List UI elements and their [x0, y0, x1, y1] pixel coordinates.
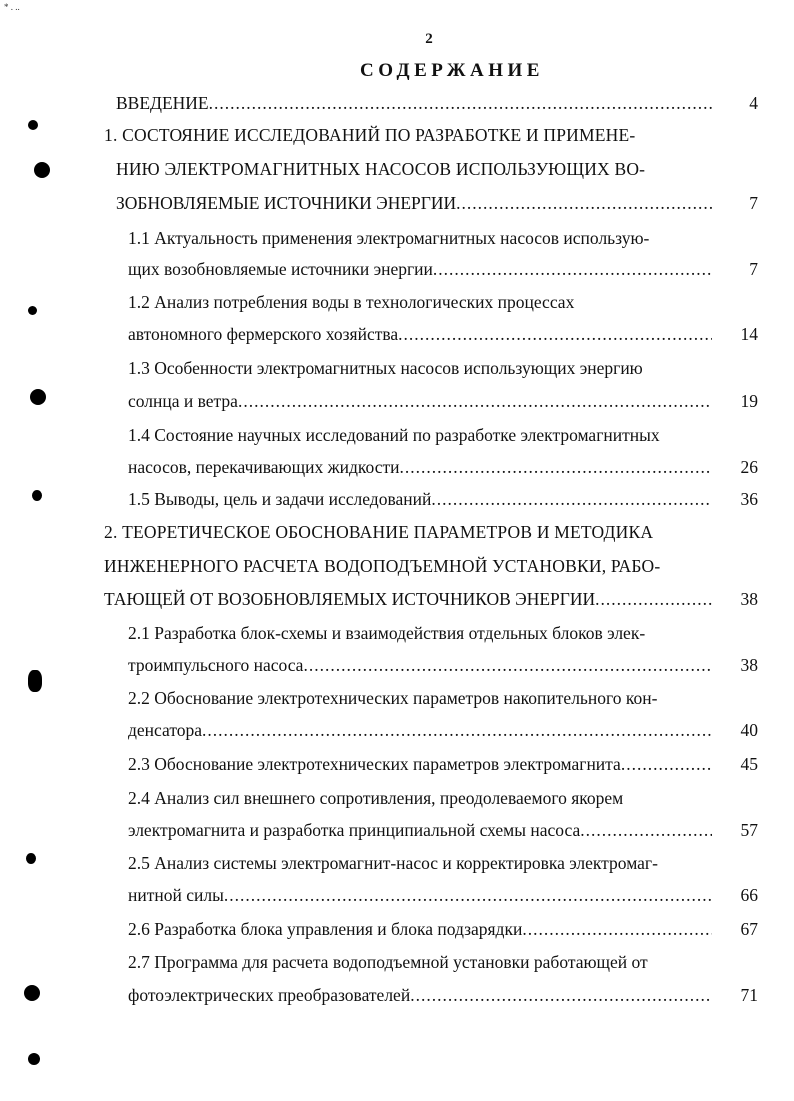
- toc-entry-text: солнца и ветра: [128, 391, 238, 411]
- toc-line: [128, 623, 645, 644]
- toc-line: [104, 589, 712, 610]
- toc-entry-text: 2.7 Программа для расчета водоподъемной установки работающей от: [128, 952, 648, 972]
- scan-hole-mark: [30, 389, 46, 405]
- toc-entry-text: фотоэлектрических преобразователей: [128, 985, 411, 1005]
- toc-line: [128, 688, 657, 709]
- toc-line: [128, 919, 712, 940]
- toc-line: [128, 655, 712, 676]
- toc-line: [128, 820, 712, 841]
- toc-entry-text: автономного фермерского хозяйства: [128, 324, 399, 344]
- toc-entry-text: 1.3 Особенности электромагнитных насосов использующих энергию: [128, 358, 643, 378]
- toc-line: [128, 358, 643, 379]
- toc-entry-text: троимпульсного насоса: [128, 655, 304, 675]
- scan-hole-mark: [28, 306, 37, 315]
- toc-entry-text: 2.3 Обоснование электротехнических параметров электромагнита: [128, 754, 621, 774]
- toc-entry-text: ТАЮЩЕЙ ОТ ВОЗОБНОВЛЯЕМЫХ ИСТОЧНИКОВ ЭНЕРГИИ: [104, 589, 596, 609]
- toc-entry-text: НИЮ ЭЛЕКТРОМАГНИТНЫХ НАСОСОВ ИСПОЛЬЗУЮЩИХ ВО-: [116, 159, 646, 179]
- toc-page-number: 40: [740, 720, 758, 740]
- page-number: 2: [425, 31, 433, 47]
- toc-entry-text: ЗОБНОВЛЯЕМЫЕ ИСТОЧНИКИ ЭНЕРГИИ: [116, 193, 457, 213]
- toc-line: [116, 159, 645, 180]
- toc-entry-text: щих возобновляемые источники энергии: [128, 259, 433, 279]
- toc-page-number: 4: [749, 93, 758, 113]
- toc-page-number: 57: [740, 820, 758, 840]
- scan-noise-mark: * . ..: [4, 2, 20, 12]
- toc-line: [128, 457, 712, 478]
- toc-entry-text: 1.1 Актуальность применения электромагнитных насосов использую-: [128, 228, 650, 248]
- toc-entry-text: 2.6 Разработка блока управления и блока подзарядки: [128, 919, 523, 939]
- toc-page-number: 14: [740, 324, 758, 344]
- toc-line: [128, 985, 712, 1006]
- toc-entry-text: 1.5 Выводы, цель и задачи исследований: [128, 489, 432, 509]
- toc-line: [104, 522, 653, 543]
- toc-page-number: 45: [740, 754, 758, 774]
- scan-hole-mark: [24, 985, 40, 1001]
- toc-page-number: 7: [749, 193, 758, 213]
- toc-entry-text: 1. СОСТОЯНИЕ ИССЛЕДОВАНИЙ ПО РАЗРАБОТКЕ И ПРИМЕНЕ-: [104, 125, 636, 145]
- toc-line: [128, 228, 649, 249]
- toc-page-number: 38: [740, 655, 758, 675]
- toc-line: [128, 489, 712, 510]
- toc-entry-text: электромагнита и разработка принципиальной схемы насоса: [128, 820, 581, 840]
- toc-line: [128, 720, 712, 741]
- toc-page-number: 71: [740, 985, 758, 1005]
- toc-page-number: 26: [740, 457, 758, 477]
- toc-entry-text: нитной силы: [128, 885, 224, 905]
- toc-line: [104, 125, 635, 146]
- scan-hole-mark: [26, 853, 36, 864]
- toc-entry-text: ВВЕДЕНИЕ: [116, 93, 209, 113]
- toc-entry-text: 1.2 Анализ потребления воды в технологических процессах: [128, 292, 575, 312]
- scan-hole-mark: [28, 670, 42, 692]
- toc-page-number: 38: [740, 589, 758, 609]
- toc-entry-text: 2. ТЕОРЕТИЧЕСКОЕ ОБОСНОВАНИЕ ПАРАМЕТРОВ И МЕТОДИКА: [104, 522, 654, 542]
- toc-entry-text: денсатора: [128, 720, 203, 740]
- toc-entry-text: 2.2 Обоснование электротехнических параметров накопительного кон-: [128, 688, 658, 708]
- toc-entry-text: 2.1 Разработка блок-схемы и взаимодействия отдельных блоков элек-: [128, 623, 646, 643]
- toc-page-number: 36: [740, 489, 758, 509]
- page-title: СОДЕРЖАНИЕ: [360, 60, 544, 81]
- scan-hole-mark: [32, 490, 42, 501]
- toc-page-number: 67: [740, 919, 758, 939]
- toc-entry-text: ИНЖЕНЕРНОГО РАСЧЕТА ВОДОПОДЪЕМНОЙ УСТАНОВКИ, РАБО-: [104, 556, 661, 576]
- toc-line: [116, 93, 712, 114]
- toc-entry-text: насосов, перекачивающих жидкости: [128, 457, 400, 477]
- toc-line: [128, 324, 712, 345]
- toc-line: [104, 556, 660, 577]
- toc-line: [128, 259, 712, 280]
- toc-line: [128, 853, 658, 874]
- toc-line: [128, 292, 574, 313]
- toc-line: [128, 788, 623, 809]
- scan-hole-mark: [34, 162, 50, 178]
- toc-line: [128, 754, 712, 775]
- toc-line: [128, 425, 660, 446]
- toc-line: [128, 391, 712, 412]
- toc-entry-text: 2.4 Анализ сил внешнего сопротивления, преодолеваемого якорем: [128, 788, 624, 808]
- toc-line: [128, 885, 712, 906]
- scan-hole-mark: [28, 120, 38, 130]
- toc-line: [128, 952, 648, 973]
- toc-entry-text: 2.5 Анализ системы электромагнит-насос и корректировка электромаг-: [128, 853, 658, 873]
- scan-hole-mark: [28, 1053, 40, 1065]
- toc-page-number: 66: [740, 885, 758, 905]
- toc-line: [116, 193, 712, 214]
- toc-page-number: 19: [740, 391, 758, 411]
- toc-entry-text: 1.4 Состояние научных исследований по разработке электромагнитных: [128, 425, 660, 445]
- toc-page-number: 7: [749, 259, 758, 279]
